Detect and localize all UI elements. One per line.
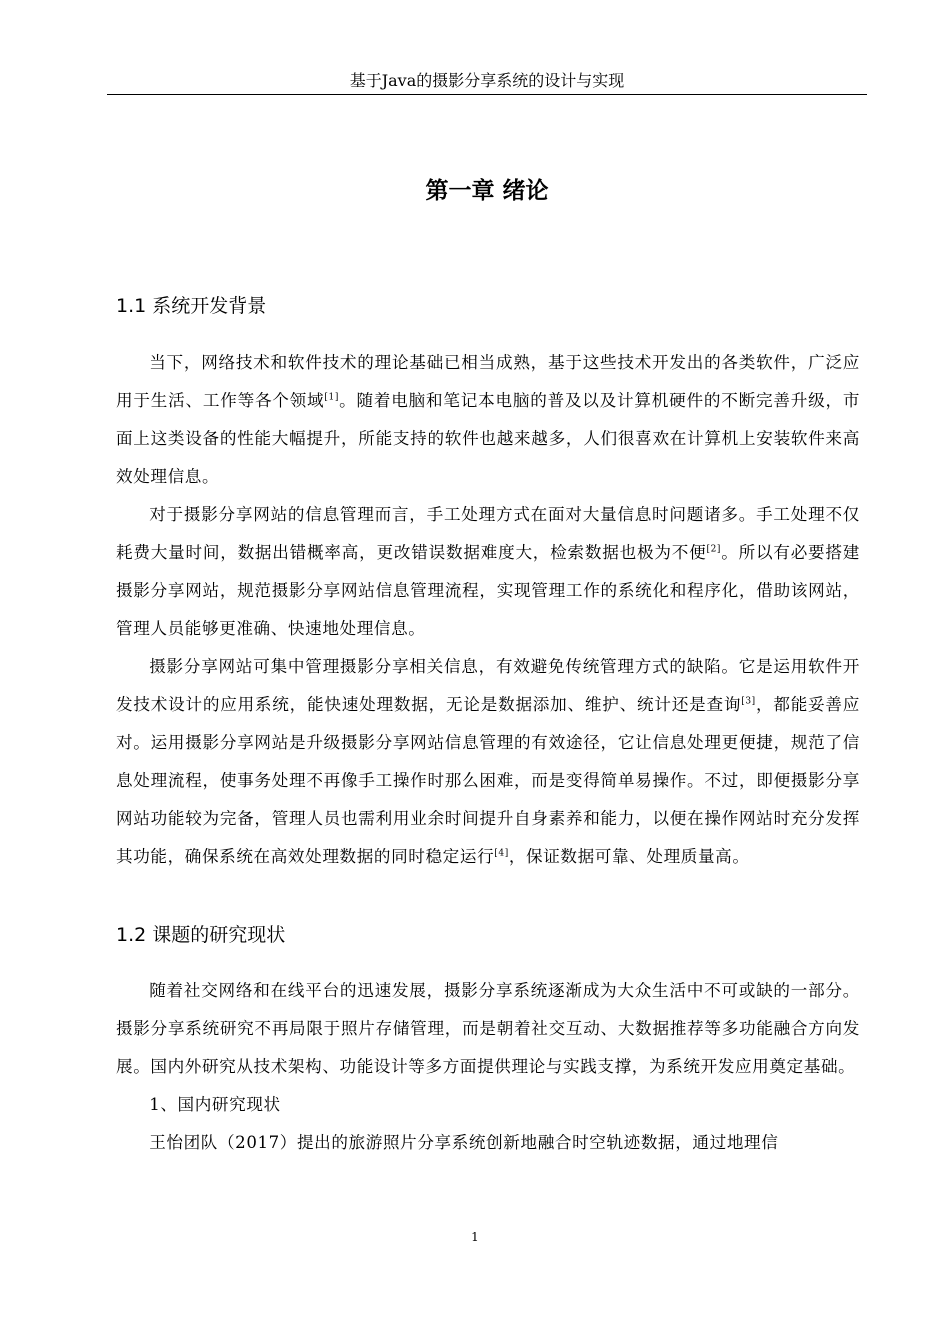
section-heading-1-2: 1.2 课题的研究现状 bbox=[116, 924, 286, 946]
citation-ref: [2] bbox=[706, 544, 722, 555]
citation-ref: [3] bbox=[741, 696, 756, 707]
paragraph-text: 当下，网络技术和软件技术的理论基础已相当成熟，基于这些技术开发出的各类软件，广泛应用于生活、工作等各个领域 bbox=[116, 353, 860, 410]
citation-ref: [4] bbox=[494, 848, 509, 859]
paragraph-text: 摄影分享网站可集中管理摄影分享相关信息，有效避免传统管理方式的缺陷。它是运用软件开发技术设计的应用系统，能快速处理数据，无论是数据添加、维护、统计还是查询 bbox=[116, 657, 860, 714]
section-1-1-body bbox=[116, 344, 860, 876]
sub-item-heading: 1、国内研究现状 bbox=[149, 1095, 281, 1114]
paragraph bbox=[116, 648, 860, 876]
section-heading-1-1: 1.1 系统开发背景 bbox=[116, 295, 267, 317]
citation-ref: [1] bbox=[324, 392, 339, 403]
page-number: 1 bbox=[471, 1230, 479, 1244]
paragraph bbox=[116, 344, 860, 496]
running-header: 基于Java的摄影分享系统的设计与实现 bbox=[349, 71, 625, 90]
paragraph-text: ，都能妥善应对。运用摄影分享网站是升级摄影分享网站信息管理的有效途径，它让信息处理更便捷，规范了信息处理流程，使事务处理不再像手工操作时那么困难，而是变得简单易操作。不过，即便摄影分享网站功能较为完备，管理人员也需利用业余时间提升自身素养和能力，以便在操作网站时充分发挥其功能，确保系统在高效处理数据的同时稳定运行 bbox=[116, 695, 860, 866]
paragraph bbox=[116, 496, 860, 648]
chapter-title: 第一章 绪论 bbox=[425, 178, 549, 204]
paragraph: 随着社交网络和在线平台的迅速发展，摄影分享系统逐渐成为大众生活中不可或缺的一部分。摄影分享系统研究不再局限于照片存储管理，而是朝着社交互动、大数据推荐等多功能融合方向发展。国内外研究从技术架构、功能设计等多方面提供理论与实践支撑，为系统开发应用奠定基础。 bbox=[116, 981, 860, 1076]
paragraph-text: 对于摄影分享网站的信息管理而言，手工处理方式在面对大量信息时问题诸多。手工处理不仅耗费大量时间，数据出错概率高，更改错误数据难度大，检索数据也极为不便 bbox=[116, 505, 860, 562]
header-rule bbox=[107, 94, 867, 95]
paragraph-text: ，保证数据可靠、处理质量高。 bbox=[508, 847, 750, 866]
paragraph-text: 。随着电脑和笔记本电脑的普及以及计算机硬件的不断完善升级，市面上这类设备的性能大幅提升，所能支持的软件也越来越多，人们很喜欢在计算机上安装软件来高效处理信息。 bbox=[116, 391, 861, 486]
paragraph-text: 。所以有必要搭建摄影分享网站，规范摄影分享网站信息管理流程，实现管理工作的系统化和程序化，借助该网站，管理人员能够更准确、快速地处理信息。 bbox=[116, 543, 860, 638]
paragraph: 王怡团队（2017）提出的旅游照片分享系统创新地融合时空轨迹数据，通过地理信 bbox=[149, 1133, 779, 1152]
section-1-2-body bbox=[116, 972, 860, 1162]
